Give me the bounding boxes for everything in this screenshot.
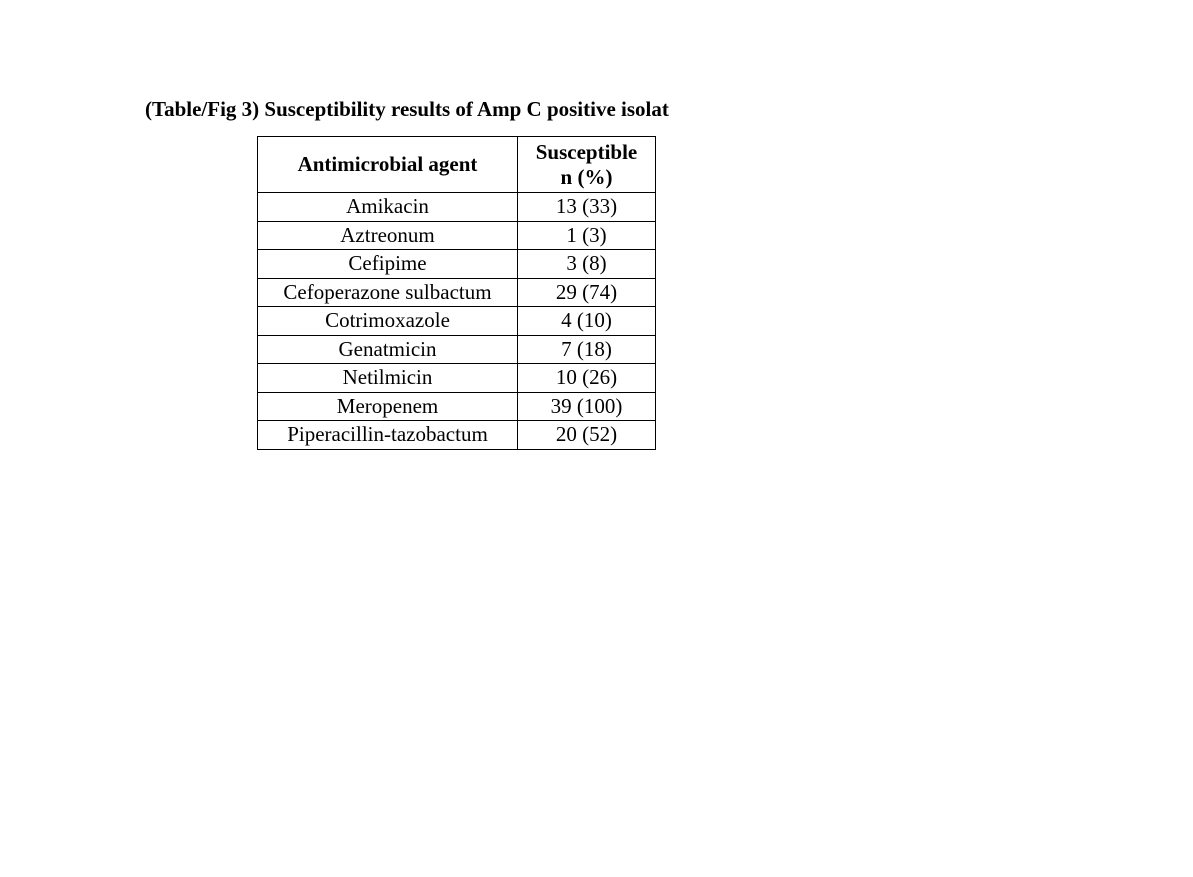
header-antimicrobial-agent: Antimicrobial agent	[258, 137, 518, 193]
table-row	[258, 193, 656, 222]
susceptible-cell: 29 (74)	[518, 278, 656, 307]
agent-cell: Netilmicin	[258, 364, 518, 393]
table-row	[258, 364, 656, 393]
table-header-row	[258, 137, 656, 193]
agent-cell: Piperacillin-tazobactum	[258, 421, 518, 450]
agent-cell: Cefoperazone sulbactum	[258, 278, 518, 307]
susceptible-cell: 13 (33)	[518, 193, 656, 222]
susceptible-cell: 39 (100)	[518, 392, 656, 421]
agent-cell: Meropenem	[258, 392, 518, 421]
header-susceptible-line1: Susceptible	[535, 139, 638, 164]
table-row	[258, 278, 656, 307]
susceptibility-table	[257, 136, 656, 450]
header-susceptible	[518, 137, 656, 193]
susceptible-cell: 7 (18)	[518, 335, 656, 364]
susceptible-cell: 1 (3)	[518, 221, 656, 250]
table-row	[258, 335, 656, 364]
table-caption: (Table/Fig 3) Susceptibility results of Amp C positive isolat	[145, 97, 669, 121]
table-row	[258, 307, 656, 336]
table-row	[258, 421, 656, 450]
header-susceptible-line2: n (%)	[560, 164, 613, 189]
susceptible-cell: 20 (52)	[518, 421, 656, 450]
agent-cell: Aztreonum	[258, 221, 518, 250]
susceptible-cell: 4 (10)	[518, 307, 656, 336]
table-row	[258, 221, 656, 250]
agent-cell: Genatmicin	[258, 335, 518, 364]
susceptible-cell: 10 (26)	[518, 364, 656, 393]
agent-cell: Cotrimoxazole	[258, 307, 518, 336]
susceptible-cell: 3 (8)	[518, 250, 656, 279]
agent-cell: Amikacin	[258, 193, 518, 222]
table-row	[258, 250, 656, 279]
table-row	[258, 392, 656, 421]
agent-cell: Cefipime	[258, 250, 518, 279]
